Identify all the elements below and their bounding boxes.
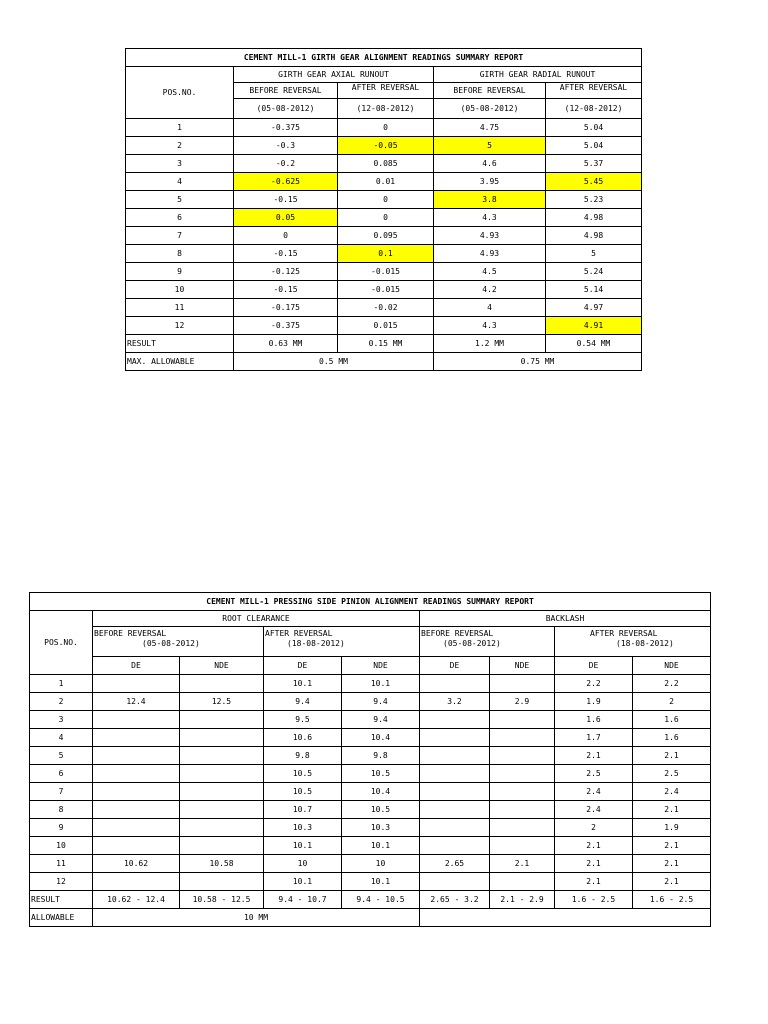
- table-row: [30, 855, 711, 873]
- root-before-de-cell: [93, 729, 180, 747]
- backlash-before-nde-cell: 2.9: [490, 693, 555, 711]
- result-label: RESULT: [126, 335, 234, 353]
- root-before-nde-header: NDE: [180, 657, 264, 675]
- table-row: [126, 227, 642, 245]
- root-before-de-cell: [93, 711, 180, 729]
- pos-cell: 6: [30, 765, 93, 783]
- root-after-reversal-header: [264, 627, 420, 657]
- root-after-nde-cell: 10.5: [342, 801, 420, 819]
- backlash-after-nde-cell: 2.2: [633, 675, 711, 693]
- pos-cell: 7: [30, 783, 93, 801]
- pos-cell: 3: [30, 711, 93, 729]
- axial-before-cell: -0.3: [234, 137, 338, 155]
- radial-before-cell: 4.93: [434, 227, 546, 245]
- axial-before-reversal-header: BEFORE REVERSAL: [234, 83, 338, 99]
- axial-after-cell: 0.015: [338, 317, 434, 335]
- root-before-nde-cell: [180, 729, 264, 747]
- root-after-de-cell: 9.5: [264, 711, 342, 729]
- backlash-after-de-cell: 1.7: [555, 729, 633, 747]
- root-after-de-cell: 10.1: [264, 873, 342, 891]
- root-after-date: (18-08-2012): [287, 639, 345, 648]
- backlash-before-de-cell: [420, 837, 490, 855]
- root-before-nde-cell: [180, 711, 264, 729]
- backlash-after-nde-cell: 2.1: [633, 855, 711, 873]
- root-after-de-cell: 10.3: [264, 819, 342, 837]
- pos-cell: 1: [30, 675, 93, 693]
- axial-after-cell: 0: [338, 209, 434, 227]
- radial-before-cell: 5: [434, 137, 546, 155]
- radial-before-cell: 4.6: [434, 155, 546, 173]
- axial-after-cell: 0: [338, 191, 434, 209]
- pos-header: POS.NO.: [30, 611, 93, 675]
- girth-gear-alignment-table: [125, 48, 642, 371]
- backlash-before-nde-cell: [490, 675, 555, 693]
- backlash-after-nde-cell: 1.6: [633, 729, 711, 747]
- radial-after-reversal-header: AFTER REVERSAL: [546, 83, 642, 99]
- root-after-de-cell: 10.5: [264, 783, 342, 801]
- root-after-nde-cell: 9.4: [342, 711, 420, 729]
- result-radial-before: 1.2 MM: [434, 335, 546, 353]
- radial-before-cell: 4: [434, 299, 546, 317]
- root-after-de-cell: 10: [264, 855, 342, 873]
- radial-after-cell: 4.91: [546, 317, 642, 335]
- root-before-nde-cell: [180, 819, 264, 837]
- table-row: [30, 747, 711, 765]
- axial-before-cell: -0.375: [234, 119, 338, 137]
- table-row: [30, 801, 711, 819]
- root-after-de-cell: 9.4: [264, 693, 342, 711]
- root-after-de-cell: 10.1: [264, 675, 342, 693]
- max-allowable-axial: 0.5 MM: [234, 353, 434, 371]
- root-after-nde-cell: 10.4: [342, 783, 420, 801]
- allowable-root-clearance: 10 MM: [93, 909, 420, 927]
- table-row: [126, 119, 642, 137]
- backlash-before-de-cell: 3.2: [420, 693, 490, 711]
- backlash-before-de-cell: [420, 675, 490, 693]
- table-row: [30, 873, 711, 891]
- root-before-nde-cell: 10.58: [180, 855, 264, 873]
- axial-before-cell: -0.2: [234, 155, 338, 173]
- backlash-after-nde-cell: 2.1: [633, 801, 711, 819]
- root-before-nde-cell: [180, 837, 264, 855]
- axial-after-cell: 0.01: [338, 173, 434, 191]
- table-row: [126, 263, 642, 281]
- pos-header: POS.NO.: [126, 67, 234, 119]
- result-radial-after: 0.54 MM: [546, 335, 642, 353]
- backlash-after-nde-header: NDE: [633, 657, 711, 675]
- table-row: [126, 281, 642, 299]
- table-row: [30, 765, 711, 783]
- radial-after-cell: 5.04: [546, 137, 642, 155]
- backlash-after-de-cell: 2.1: [555, 747, 633, 765]
- radial-after-cell: 5.23: [546, 191, 642, 209]
- root-after-nde-cell: 10.1: [342, 675, 420, 693]
- axial-after-cell: 0: [338, 119, 434, 137]
- root-after-de-cell: 10.7: [264, 801, 342, 819]
- radial-after-cell: 5.37: [546, 155, 642, 173]
- backlash-after-de-cell: 2: [555, 819, 633, 837]
- pos-cell: 4: [126, 173, 234, 191]
- pos-cell: 8: [30, 801, 93, 819]
- pos-cell: 2: [126, 137, 234, 155]
- root-after-nde-cell: 10: [342, 855, 420, 873]
- backlash-before-nde-cell: [490, 747, 555, 765]
- radial-after-cell: 4.98: [546, 227, 642, 245]
- radial-after-cell: 5: [546, 245, 642, 263]
- backlash-after-nde-cell: 2.1: [633, 873, 711, 891]
- radial-before-date: (05-08-2012): [434, 99, 546, 119]
- root-after-nde-header: NDE: [342, 657, 420, 675]
- table-title: CEMENT MILL-1 GIRTH GEAR ALIGNMENT READINGS SUMMARY REPORT: [126, 49, 642, 67]
- backlash-before-nde-cell: 2.1: [490, 855, 555, 873]
- axial-after-cell: 0.095: [338, 227, 434, 245]
- backlash-before-de-cell: [420, 711, 490, 729]
- allowable-backlash: [420, 909, 711, 927]
- pos-cell: 9: [126, 263, 234, 281]
- backlash-after-nde-cell: 2.1: [633, 837, 711, 855]
- table-row: [126, 209, 642, 227]
- pos-cell: 11: [30, 855, 93, 873]
- root-after-de-cell: 9.8: [264, 747, 342, 765]
- table-row: [30, 837, 711, 855]
- axial-before-cell: -0.15: [234, 191, 338, 209]
- backlash-after-de-cell: 2.1: [555, 873, 633, 891]
- pos-cell: 12: [30, 873, 93, 891]
- root-before-nde-cell: [180, 747, 264, 765]
- radial-before-cell: 4.3: [434, 209, 546, 227]
- root-before-de-cell: 12.4: [93, 693, 180, 711]
- root-after-de-cell: 10.5: [264, 765, 342, 783]
- backlash-before-de-cell: [420, 747, 490, 765]
- backlash-before-nde-cell: [490, 711, 555, 729]
- max-allowable-label: MAX. ALLOWABLE: [126, 353, 234, 371]
- root-before-nde-cell: [180, 783, 264, 801]
- radial-runout-header: GIRTH GEAR RADIAL RUNOUT: [434, 67, 642, 83]
- backlash-after-reversal-label: AFTER REVERSAL: [590, 629, 658, 638]
- radial-before-cell: 4.93: [434, 245, 546, 263]
- backlash-before-reversal-header: [420, 627, 555, 657]
- result-label: RESULT: [30, 891, 93, 909]
- pos-cell: 5: [126, 191, 234, 209]
- pos-cell: 3: [126, 155, 234, 173]
- table-row: [30, 675, 711, 693]
- backlash-before-nde-cell: [490, 819, 555, 837]
- pos-cell: 5: [30, 747, 93, 765]
- result-axial-before: 0.63 MM: [234, 335, 338, 353]
- backlash-before-nde-cell: [490, 729, 555, 747]
- pos-cell: 10: [30, 837, 93, 855]
- table-row: [30, 819, 711, 837]
- radial-after-cell: 5.14: [546, 281, 642, 299]
- axial-after-cell: 0.085: [338, 155, 434, 173]
- backlash-before-nde-header: NDE: [490, 657, 555, 675]
- result-root-before-de: 10.62 - 12.4: [93, 891, 180, 909]
- axial-before-cell: -0.625: [234, 173, 338, 191]
- root-before-nde-cell: 12.5: [180, 693, 264, 711]
- backlash-after-reversal-header: [555, 627, 711, 657]
- backlash-before-nde-cell: [490, 783, 555, 801]
- result-backlash-before-de: 2.65 - 3.2: [420, 891, 490, 909]
- root-before-nde-cell: [180, 873, 264, 891]
- backlash-before-nde-cell: [490, 765, 555, 783]
- table-row: [30, 693, 711, 711]
- backlash-after-de-cell: 2.2: [555, 675, 633, 693]
- root-before-de-cell: [93, 783, 180, 801]
- table-row: [126, 173, 642, 191]
- root-before-de-cell: [93, 747, 180, 765]
- backlash-before-date: (05-08-2012): [443, 639, 501, 648]
- axial-before-date: (05-08-2012): [234, 99, 338, 119]
- backlash-before-nde-cell: [490, 873, 555, 891]
- pos-cell: 11: [126, 299, 234, 317]
- backlash-before-de-cell: 2.65: [420, 855, 490, 873]
- result-root-after-nde: 9.4 - 10.5: [342, 891, 420, 909]
- backlash-after-de-cell: 2.5: [555, 765, 633, 783]
- axial-after-cell: 0.1: [338, 245, 434, 263]
- root-after-de-cell: 10.6: [264, 729, 342, 747]
- axial-after-cell: -0.015: [338, 263, 434, 281]
- pinion-alignment-table: [29, 592, 711, 927]
- pos-cell: 1: [126, 119, 234, 137]
- axial-before-cell: -0.15: [234, 281, 338, 299]
- root-before-nde-cell: [180, 765, 264, 783]
- axial-after-cell: -0.02: [338, 299, 434, 317]
- root-after-nde-cell: 9.8: [342, 747, 420, 765]
- axial-before-cell: -0.375: [234, 317, 338, 335]
- result-axial-after: 0.15 MM: [338, 335, 434, 353]
- backlash-after-nde-cell: 1.6: [633, 711, 711, 729]
- backlash-after-de-cell: 2.4: [555, 801, 633, 819]
- pos-cell: 4: [30, 729, 93, 747]
- root-before-de-cell: [93, 819, 180, 837]
- table-row: [126, 191, 642, 209]
- table-row: [126, 155, 642, 173]
- axial-before-cell: -0.125: [234, 263, 338, 281]
- root-before-de-header: DE: [93, 657, 180, 675]
- backlash-before-de-cell: [420, 765, 490, 783]
- pos-cell: 12: [126, 317, 234, 335]
- table-row: [126, 137, 642, 155]
- backlash-after-nde-cell: 2.1: [633, 747, 711, 765]
- root-before-reversal-header: [93, 627, 264, 657]
- pos-cell: 8: [126, 245, 234, 263]
- radial-before-reversal-header: BEFORE REVERSAL: [434, 83, 546, 99]
- pos-cell: 9: [30, 819, 93, 837]
- pos-cell: 2: [30, 693, 93, 711]
- backlash-after-de-header: DE: [555, 657, 633, 675]
- backlash-after-de-cell: 2.1: [555, 837, 633, 855]
- max-allowable-radial: 0.75 MM: [434, 353, 642, 371]
- root-after-de-header: DE: [264, 657, 342, 675]
- radial-after-cell: 5.45: [546, 173, 642, 191]
- backlash-before-nde-cell: [490, 837, 555, 855]
- root-after-nde-cell: 9.4: [342, 693, 420, 711]
- result-backlash-after-nde: 1.6 - 2.5: [633, 891, 711, 909]
- backlash-before-de-cell: [420, 819, 490, 837]
- backlash-header: BACKLASH: [420, 611, 711, 627]
- backlash-after-de-cell: 2.4: [555, 783, 633, 801]
- table-row: [30, 729, 711, 747]
- root-before-date: (05-08-2012): [142, 639, 200, 648]
- backlash-after-nde-cell: 2: [633, 693, 711, 711]
- table-row: [126, 317, 642, 335]
- table-title: CEMENT MILL-1 PRESSING SIDE PINION ALIGNMENT READINGS SUMMARY REPORT: [30, 593, 711, 611]
- root-before-de-cell: [93, 837, 180, 855]
- backlash-before-reversal-label: BEFORE REVERSAL: [421, 629, 494, 638]
- axial-after-cell: -0.015: [338, 281, 434, 299]
- root-before-nde-cell: [180, 801, 264, 819]
- radial-before-cell: 4.2: [434, 281, 546, 299]
- axial-after-cell: -0.05: [338, 137, 434, 155]
- table-row: [126, 245, 642, 263]
- axial-before-cell: -0.175: [234, 299, 338, 317]
- root-after-nde-cell: 10.4: [342, 729, 420, 747]
- radial-before-cell: 3.95: [434, 173, 546, 191]
- result-backlash-before-nde: 2.1 - 2.9: [490, 891, 555, 909]
- radial-before-cell: 4.75: [434, 119, 546, 137]
- root-before-de-cell: [93, 801, 180, 819]
- allowable-label: ALLOWABLE: [30, 909, 93, 927]
- radial-after-date: (12-08-2012): [546, 99, 642, 119]
- result-root-after-de: 9.4 - 10.7: [264, 891, 342, 909]
- pos-cell: 10: [126, 281, 234, 299]
- axial-before-cell: 0.05: [234, 209, 338, 227]
- table-row: [126, 299, 642, 317]
- root-before-de-cell: [93, 675, 180, 693]
- radial-after-cell: 5.24: [546, 263, 642, 281]
- table-row: [30, 711, 711, 729]
- backlash-before-de-cell: [420, 801, 490, 819]
- backlash-before-de-cell: [420, 729, 490, 747]
- radial-before-cell: 4.5: [434, 263, 546, 281]
- root-after-nde-cell: 10.1: [342, 873, 420, 891]
- radial-after-cell: 5.04: [546, 119, 642, 137]
- root-after-nde-cell: 10.5: [342, 765, 420, 783]
- radial-after-cell: 4.97: [546, 299, 642, 317]
- radial-before-cell: 3.8: [434, 191, 546, 209]
- root-after-nde-cell: 10.1: [342, 837, 420, 855]
- axial-before-cell: 0: [234, 227, 338, 245]
- root-before-nde-cell: [180, 675, 264, 693]
- radial-after-cell: 4.98: [546, 209, 642, 227]
- root-after-de-cell: 10.1: [264, 837, 342, 855]
- backlash-before-de-header: DE: [420, 657, 490, 675]
- pos-cell: 6: [126, 209, 234, 227]
- root-after-reversal-label: AFTER REVERSAL: [265, 629, 333, 638]
- axial-after-reversal-header: AFTER REVERSAL: [338, 83, 434, 99]
- result-root-before-nde: 10.58 - 12.5: [180, 891, 264, 909]
- root-before-de-cell: [93, 765, 180, 783]
- backlash-before-nde-cell: [490, 801, 555, 819]
- root-before-de-cell: [93, 873, 180, 891]
- axial-before-cell: -0.15: [234, 245, 338, 263]
- backlash-after-nde-cell: 2.4: [633, 783, 711, 801]
- backlash-before-de-cell: [420, 873, 490, 891]
- result-backlash-after-de: 1.6 - 2.5: [555, 891, 633, 909]
- table-row: [30, 783, 711, 801]
- root-before-de-cell: 10.62: [93, 855, 180, 873]
- backlash-after-de-cell: 1.6: [555, 711, 633, 729]
- root-after-nde-cell: 10.3: [342, 819, 420, 837]
- backlash-after-de-cell: 1.9: [555, 693, 633, 711]
- backlash-after-de-cell: 2.1: [555, 855, 633, 873]
- backlash-after-nde-cell: 1.9: [633, 819, 711, 837]
- radial-before-cell: 4.3: [434, 317, 546, 335]
- root-before-reversal-label: BEFORE REVERSAL: [94, 629, 167, 638]
- axial-after-date: (12-08-2012): [338, 99, 434, 119]
- root-clearance-header: ROOT CLEARANCE: [93, 611, 420, 627]
- pos-cell: 7: [126, 227, 234, 245]
- backlash-before-de-cell: [420, 783, 490, 801]
- backlash-after-date: (18-08-2012): [616, 639, 674, 648]
- axial-runout-header: GIRTH GEAR AXIAL RUNOUT: [234, 67, 434, 83]
- backlash-after-nde-cell: 2.5: [633, 765, 711, 783]
